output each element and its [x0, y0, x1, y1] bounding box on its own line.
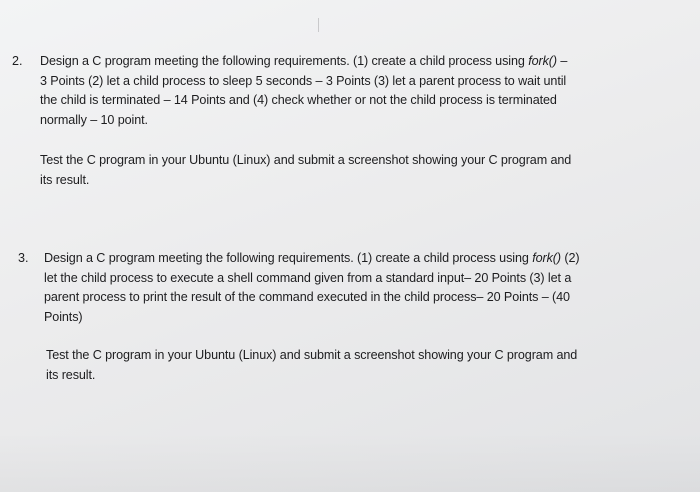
question-3-line-3: parent process to print the result of the command executed in the child process– 20 Points – (40	[44, 290, 570, 305]
question-2-line-1	[40, 52, 567, 72]
question-2-test-line-2: its result.	[40, 172, 90, 187]
question-2-number: 2.	[12, 54, 23, 68]
question-2-line-2: 3 Points (2) let a child process to sleep 5 seconds – 3 Points (3) let a parent process to wait until	[40, 73, 567, 88]
question-2-line-4: normally – 10 point.	[40, 112, 148, 127]
question-3-text	[44, 249, 580, 327]
question-3-line-2: let the child process to execute a shell command given from a standard input– 20 Points (3) let a	[44, 270, 572, 285]
question-3-fork-function: fork()	[532, 251, 561, 265]
question-3-number: 3.	[18, 251, 29, 265]
question-2-line-1-text: Design a C program meeting the following requirements. (1) create a child process using	[40, 54, 529, 68]
question-3-line-4: Points)	[44, 309, 83, 324]
question-2-test-line-1: Test the C program in your Ubuntu (Linux) and submit a screenshot showing your C program and	[40, 153, 572, 167]
question-3-test-line-2: its result.	[46, 367, 96, 382]
question-2-test-instructions	[40, 151, 571, 190]
question-2-line-3: the child is terminated – 14 Points and (4) check whether or not the child process is terminated	[40, 93, 557, 108]
question-3-line-1-end: (2)	[561, 251, 580, 265]
page-shadow	[0, 432, 700, 492]
page-mark	[318, 18, 319, 32]
question-3-test-line-1: Test the C program in your Ubuntu (Linux) and submit a screenshot showing your C program and	[46, 348, 578, 362]
question-2-fork-function: fork()	[528, 54, 557, 68]
question-2-line-1-end: –	[557, 54, 568, 68]
question-3-line-1	[44, 249, 580, 269]
question-3-test-instructions	[46, 346, 577, 385]
question-3-line-1-text: Design a C program meeting the following requirements. (1) create a child process using	[44, 251, 533, 265]
question-2-text	[40, 52, 567, 130]
